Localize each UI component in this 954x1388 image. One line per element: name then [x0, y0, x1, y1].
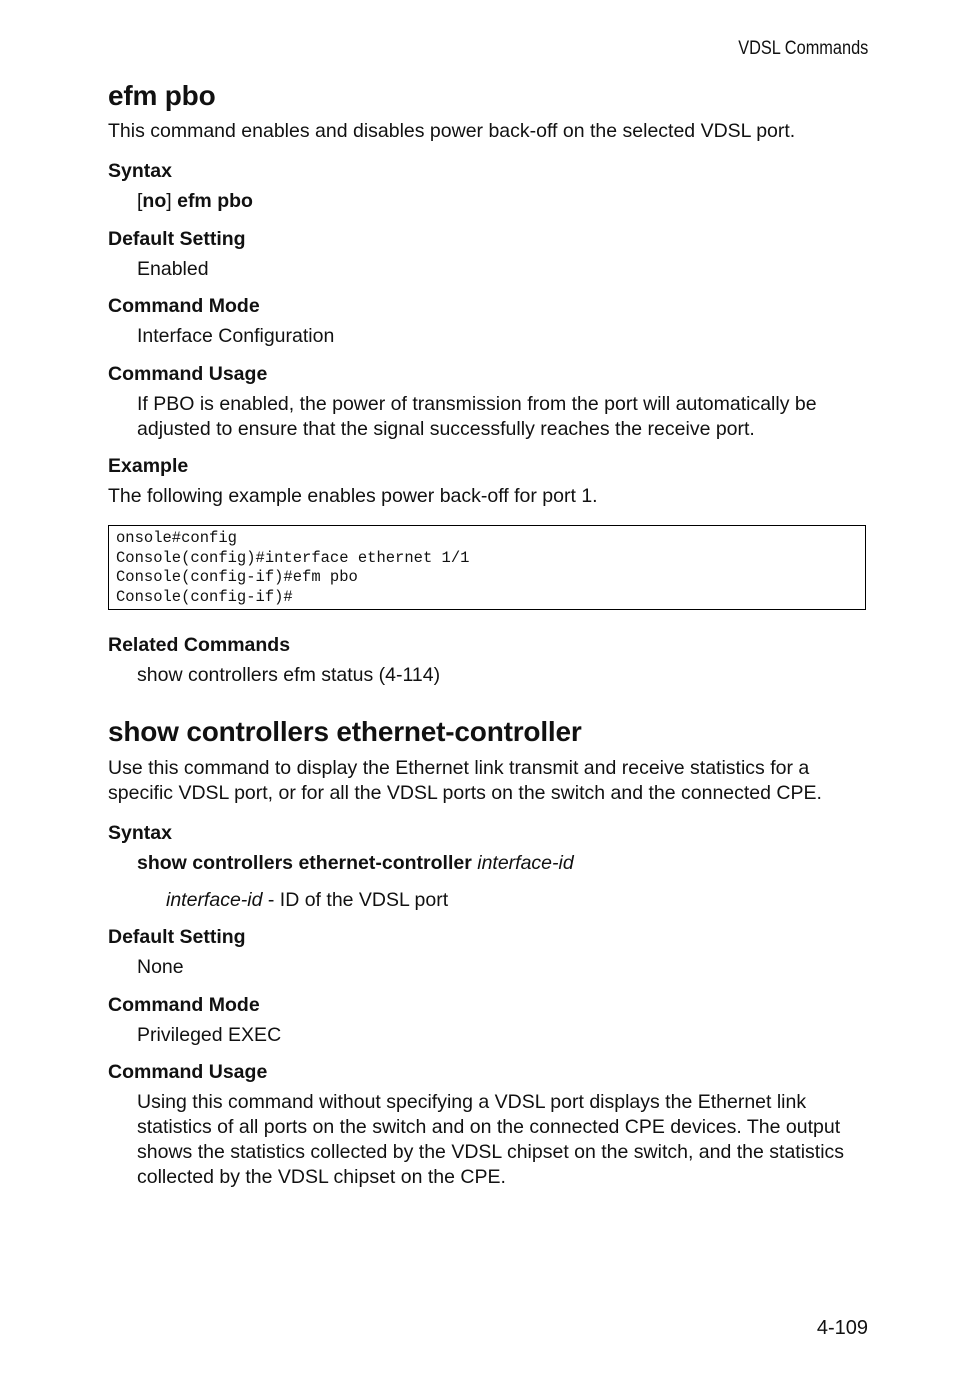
default-heading: Default Setting	[108, 926, 246, 948]
usage-text: Using this command without specifying a VDSL port displays the Ethernet link statistics of all ports on the switch and on the connected CPE devices. The output shows the statistics collected by the VDSL chipset on the switch, and the statistics collected by the VDSL chipset on the CPE.	[137, 1091, 845, 1188]
section-title-efm-pbo: efm pbo	[108, 80, 216, 111]
code-line: Console(config-if)#	[116, 587, 293, 606]
parameter-description: interface-id - ID of the VDSL port	[166, 889, 449, 911]
syntax-line	[137, 851, 867, 876]
mode-heading: Command Mode	[108, 295, 260, 317]
syntax-command: efm pbo	[177, 190, 253, 212]
parameter-name: interface-id	[166, 889, 263, 911]
code-line: Console(config)#interface ethernet 1/1	[116, 548, 470, 567]
mode-heading: Command Mode	[108, 994, 260, 1016]
syntax-heading: Syntax	[108, 160, 172, 182]
section-description: Use this command to display the Ethernet link transmit and receive statistics for a specific VDSL port, or for all the VDSL ports on the switch and the connected CPE.	[108, 757, 822, 804]
running-header: VDSL Commands	[737, 38, 868, 59]
page-number: 4-109	[816, 1317, 868, 1339]
syntax-heading: Syntax	[108, 822, 172, 844]
usage-text: If PBO is enabled, the power of transmission from the port will automatically be adjusted to ensure that the signal successfully reaches the receive port.	[137, 393, 817, 440]
mode-value: Interface Configuration	[137, 325, 335, 347]
related-value: show controllers efm status (4-114)	[137, 664, 441, 686]
syntax-command: show controllers ethernet-controller	[137, 852, 472, 874]
section-description: This command enables and disables power back-off on the selected VDSL port.	[108, 120, 796, 142]
syntax-keyword-no: no	[142, 190, 167, 212]
example-intro: The following example enables power back-off for port 1.	[108, 485, 598, 507]
default-value: None	[137, 956, 184, 978]
section-title-show-controllers: show controllers ethernet-controller	[108, 716, 582, 747]
default-heading: Default Setting	[108, 228, 246, 250]
code-line: onsole#config	[116, 529, 237, 547]
syntax-parameter: interface-id	[477, 852, 574, 874]
related-heading: Related Commands	[108, 634, 291, 656]
code-example	[108, 525, 866, 610]
default-value: Enabled	[137, 258, 209, 280]
usage-heading: Command Usage	[108, 363, 268, 385]
mode-value: Privileged EXEC	[137, 1024, 282, 1046]
example-heading: Example	[108, 455, 189, 477]
syntax-line: [no] efm pbo	[137, 190, 253, 212]
usage-heading: Command Usage	[108, 1061, 268, 1083]
code-line: Console(config-if)#efm pbo	[116, 568, 358, 586]
